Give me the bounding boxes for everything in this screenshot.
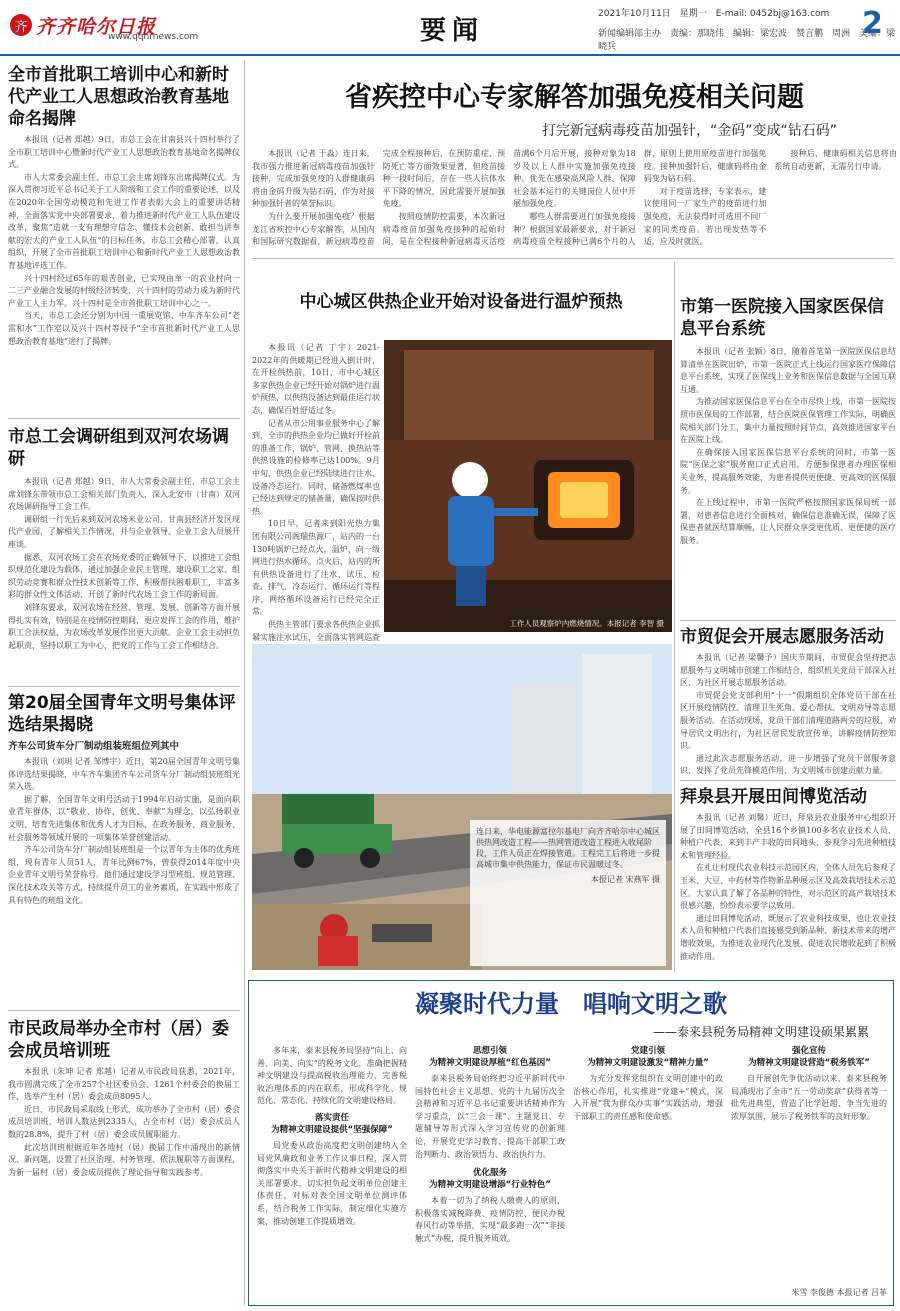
headline-trade[interactable]: 市贸促会开展志愿服务活动 [680,627,884,647]
paragraph: 供热主管部门要求各供热企业抓紧实施注水试压，全面落实管网巡查 [252,620,380,642]
pipe-caption-panel [470,820,666,966]
column-divider [674,262,675,972]
paragraph: 按照疫情防控需要，本次新冠病毒疫苗加强免疫接种的起始时间，是在全程接种新冠病毒灭活疫苗满6个月后开展，接种对象为18岁及以上人群中实施加强免疫接种。优先在感染高风险人群、保障社会基本运行的关键岗位人员中开展加强免疫。 [382,149,636,247]
pipe-photo[interactable] [252,644,672,970]
pipe-photo-credit: 本报记者 宋燕军 摄 [590,875,660,884]
paragraph: 本报讯（记者 郑越）9日，市人大常委会副主任、市总工会主席刘锋东带领市总工会相关部门负责人，深入北安市（甘南）双河农场调研指导工会工作。 [8,477,240,512]
paragraph: 对于疫苗选择，专家表示，建议使用同一厂家生产的疫苗进行加强免疫，无法获得时可选用不同厂家的同类疫苗。若出现发热等不适，应及时就医。 [643,186,767,247]
article-body-district [8,1066,240,1306]
paragraph: 在上线过程中，市第一医院严格按照国家医保局统一部署，对患者信息进行全面核对，确保信息准确无误，保障了医保患者就医结算顺畅，让人民群众享受更优质、更便捷的医疗服务。 [680,498,896,545]
paragraph: 自开展创先争优活动以来，泰来县税务局涌现出了全市“五一劳动奖章”获得者等一批先进典型，营造了比学赶超、争当先进的浓厚氛围，展示了税务铁军的良好形象。 [731,1074,887,1121]
article-body-trade [680,652,896,776]
divider [252,258,894,259]
section-heading: 思想引领 为精神文明建设厚植“红色基因” [429,1046,551,1068]
civilization-column-2 [415,1045,565,1301]
paragraph: 此次培训班根据近年各地村（居）换届工作中涌现出的新情况、新问题，设置了社区治理、村务管理、依法履职等方面课程，为新一届村（居）委会成员提供了理论指导和实践参考。 [8,1142,240,1177]
paragraph: 本着一切为了纳税人缴费人的原则，积极落实减税降费、疫情防控、便民办税春风行动等举措，实现“最多跑一次”“非接触式”办税，提升服务质效。 [415,1196,565,1243]
civilization-column-4 [731,1045,887,1285]
paragraph: 通过田间博览活动，既展示了农业科技成果，也让农业技术人员和种植户代表们直接感受到新品种、新技术带来的增产增收效果，为推进农业现代化发展、促进农民增收起到了积极推动作用。 [680,913,896,961]
divider [680,620,896,621]
pipe-photo-caption: 连日来，华电能源富拉尔基电厂向齐齐哈尔中心城区供热网改造工程——热网管道改造工程进入收尾阶段，工作人员正在焊接管道。工程完工后将进一步提高城市集中供热能力，保证市民温暖过冬。 [476,827,660,869]
subheadline-vaccine: 打完新冠病毒疫苗加强针，“金码”变成“钻石码” [541,123,837,139]
column-divider [244,60,245,1305]
paragraph: 局党委从政治高度把文明创建纳入全局党风廉政和业务工作议事日程，深入贯彻落实中央关于新时代精神文明建设的相关部署要求，切实担负起文明单位创建主体责任，对标对表全国文明单位测评体系，结合税务工作实际，制定细化实施方案，推动创建工作提质增效。 [257,1140,407,1226]
civilization-column-1 [257,1045,407,1301]
divider [8,418,240,419]
article-body-heating [252,342,380,642]
divider [680,780,896,781]
headline-vaccine[interactable]: 省疾控中心专家解答加强免疫相关问题 [345,82,804,113]
subheadline-civilization: ——泰来县税务局精神文明建设硕果累累 [652,1025,869,1039]
headline-union[interactable]: 市总工会调研组到双河农场调研 [8,427,229,469]
paragraph: 市人大常委会副主任、市总工会主席刘锋东出席揭牌仪式。为深入贯彻习近平总书记关于工人阶级和工会工作的重要论述，以及在2020年全国劳动模范和先进工作者表彰大会上的重要讲话精神，全面落实党中央部署要求，着力推进新时代产业工人队伍建设改革，聚焦“造就一支有理想守信念、懂技术会创新、敢担当讲奉献的宏大的产业工人队伍”的目标任务，市总工会精心部署，认真组织，开展了全市首批职工培训中心和新时代产业工人思想政治教育基地评选工作。 [8,172,240,270]
paragraph: 接种后，健康码相关信息将由系统自动更新，无需另行申请。 [774,149,897,171]
section-title: 要闻 [420,16,485,46]
subheadline-youth: 齐车公司货车分厂制动组装班组位列其中 [8,741,180,752]
paragraph: 调研组一行先后来到双河农场米业公司、甘南县经济开发区现代产业园，了解相关工作情况，并与企业领导、企业工会人员展开座谈。 [8,514,240,549]
paragraph: 在确保接入国家医保信息平台系统的同时，市第一医院“医保之家”服务窗口正式启用，方便参保患者办理医保相关业务，提高服务效能，为患者提供更便捷、更高效的医保服务。 [680,447,896,495]
paragraph: 刘锋东要求，双河农场在经营、管理、发展、创新等方面开展得扎实有效，特别是在疫情防控期间，更应发挥工会的作用，维护职工合法权益，为农场改革发展作出更大贡献。企业工会主动担负起职责，坚持以职工为中心，把党的工作与工会工作相结合。 [8,602,240,650]
headline-heating[interactable]: 中心城区供热企业开始对设备进行温炉预热 [299,292,623,312]
section-heading: 落实责任 为精神文明建设提供“坚强保障” [271,1112,393,1135]
paragraph: 为充分发挥党组织在文明创建中的政治核心作用，扎实推进“党建+”模式，深入开展“我为群众办实事”实践活动，增强干部职工的责任感和使命感。 [573,1074,723,1121]
paragraph: 泰来县税务局始终把习近平新时代中国特色社会主义思想、党的十九届历次全会精神和习近平总书记重要讲话精神作为学习重点，以“三会一课”、主题党日、专题辅导等形式深入学习宣传党的创新理论，开展党史学习教育，提高干部职工政治判断力、政治领悟力、政治执行力。 [415,1074,565,1159]
logo-seal-icon: 齐 [10,14,32,36]
section-heading: 强化宣传 为精神文明建设营造“税务铁军” [748,1046,870,1068]
headline-civilization[interactable]: 凝聚时代力量 唱响文明之歌 [415,990,727,1018]
paragraph: 本报讯（记者 于淼）连日来，我市强力推进新冠病毒疫苗加强针接种，完成加强免疫的人群健康码将由金码升级为钻石码，作为对接种加强针者的荣誉标识。 [252,149,375,209]
article-body-hospital [680,346,896,616]
editors-line: 新闻编辑部主办 责编：那晓伟 编辑：梁宏波 赞言鹏 周洲 美编：梁晓兵 [598,29,896,52]
civilization-feature-box [248,980,894,1306]
paper-name: 齐齐哈尔日报 [36,15,157,38]
paragraph: 据了解，全国青年文明号活动于1994年启动实施，是面向职业青年群体，以“敬业、协作、创优、奉献”为理念，以弘扬职业文明、培育先进集体和优秀人才为目标，在政务服务、商业服务、社会服务等领域开展的一项集体荣誉创建活动。 [8,794,240,842]
furnace-photo[interactable] [384,340,672,632]
paragraph: 本报讯（记者 丁宇）2021-2022年的供暖期已经进入倒计时，在开栓供热前，10日，市中心城区多家供热企业已经开始对锅炉进行温炉预热，以供热设备达到最佳运行状态，确保百姓舒适过冬。 [252,343,380,415]
article-body-youth [8,756,240,1008]
paragraph: 本报讯（记者 梁馨予）国庆节期间，市贸促会坚持把志愿服务与文明城市创建工作相结合，组织机关党员干部深入社区，为社区开展志愿服务活动。 [680,653,896,688]
paragraph: 为什么要开展加强免疫？根据龙江省疾控中心专家解答，从国内和国际研究数据看，新冠病毒疫苗完成全程接种后，在预防重症、预防死亡等方面效果显著，但疫苗接种一段时间后，存在一些人抗体水平下降的情况，因此需要开展加强免疫。 [252,149,506,247]
headline-youth[interactable]: 第20届全国青年文明号集体评选结果揭晓 [8,693,236,735]
paragraph: 本报讯（记者 张颖）8日，随着首笔第一医院医保信息结算清单在医院出炉，市第一医院正式上线运行国家医疗保障信息平台系统，实现了医保线上业务和医保信息数据与全国互联互通。 [680,347,896,394]
civilization-byline: 米雪 李俊德 本报记者 吕菲 [791,1288,887,1297]
headline-hospital[interactable]: 市第一医院接入国家医保信息平台系统 [680,297,884,339]
website-url[interactable]: www.qqhrnews.com [108,32,199,42]
article-body-vaccine [252,148,897,252]
civilization-column-3 [573,1045,723,1301]
paragraph: 本报讯（刘玥 记者 邹博宇）近日，第20届全国青年文明号集体评选结果揭晓，中车齐车集团齐车公司货车分厂制动组装班组光荣入选。 [8,757,240,792]
paragraph: 本报讯（记者 刘馨）近日，拜泉县农业服务中心组织开展了田间博览活动，全县16个乡镇100多名农业技术人员、种植户代表，来到丰产丰收的田间地头，参观学习先进种植技术和管理经验。 [680,813,896,860]
furnace-illustration [384,340,672,632]
page-number: 2 [862,6,883,41]
paragraph: 记者从市公用事业服务中心了解到，全市的供热企业均已做好开栓前的准备工作，锅炉、管网、换热站等供热设施的检修率已达100%。9月中旬，供热企业已经陆续进行注水、设备冷态运行。同时，储备燃煤率也已经达到规定的储备量，确保按时供热。 [252,418,380,516]
paragraph: 据悉，双河农场工会在农场党委的正确领导下，以推进工会组织规范化建设为载体，通过加强企业民主管理、建设职工之家、组织劳动竞赛和群众性技术创新等工作，积极帮扶困难职工，丰富多彩的群众性文体活动，开创了新时代农场工会工作的新局面。 [8,552,240,600]
date-line: 2021年10月11日 星期一 E-mail: 0452bj@163.com [598,9,830,19]
headline-training[interactable]: 全市首批职工培训中心和新时代产业工人思想政治教育基地命名揭牌 [8,65,229,129]
paragraph: 10日早，记者来到阳光热力集团有限公司阁瑞热源厂，站内的一台130吨锅炉已经点火，温炉，向一级网进行热水循环。点火后，站内的所有供热设备进行了注水、试压、检查、排气、冷态运行、循环运行等程序，网络循环设备运行已经完全正常。 [252,519,380,617]
paragraph: 哪些人群需要进行加强免疫接种？根据国家最新要求，对于新冠病毒疫苗全程接种已满6个月的人群，原则上使用原疫苗进行加强免疫。接种加强针后，健康码将由金码变为钻石码。 [513,149,767,247]
paragraph: 齐车公司货车分厂制动组装班组是一个以青年为主体的优秀班组，现有青年人员51人，青年比例67%，曾获得2014年度中央企业青年文明号荣誉称号。他们通过建设学习型班组、规范管理、深化技术攻关等方式，持续提升员工的业务素质，在实践中形成了具有特色的班组文化。 [8,845,240,905]
section-heading: 优化服务 为精神文明建设增添“行业特色” [429,1168,551,1191]
paragraph: 近日，市民政局采取线上形式，成功举办了全市村（居）委会成员培训班，培训人数达到2335人，占全市村（居）委会成员人数的28.8%，提升了村（居）委会成员履职能力。 [8,1104,240,1139]
paragraph: 当天，市总工会还分别为中国一重展览馆、中车齐车公司“老雷和水”工作室以及兴十四村等授予“全市首批新时代产业工人思想政治教育基地”进行了揭牌。 [8,311,240,346]
paragraph: 通过此次志愿服务活动，进一步增强了党员干部服务意识，发挥了党员先锋模范作用，为文明城市创建贡献力量。 [680,753,896,776]
section-heading: 党建引领 为精神文明建设激发“精神力量” [587,1046,709,1068]
masthead [0,0,900,56]
furnace-photo-caption: 工作人员观察炉内燃烧情况。本报记者 李智 摄 [509,619,664,628]
divider [8,686,240,687]
paragraph: 本报讯（记者 郑越）9日，市总工会在甘南县兴十四村举行了全市职工培训中心暨新时代产业工人思想政治教育基地命名揭牌仪式。 [8,135,240,170]
paragraph: 市贸促会党支部利用“十一”假期组织全体党员干部在社区开展疫情防控、清理卫生死角、爱心帮扶、文明劝导等志愿服务活动。在活动现场，党员干部们清理道路两旁的垃圾，劝导居民文明出行，为社区居民发放宣传单，讲解疫情防控知识。 [680,690,896,751]
paragraph: 兴十四村经过65年的艰苦创业，已实现由单一的农业村向一二三产业融合发展的村级经济转变，兴十四村的劳动力成为新时代产业工人主力军。兴十四村是全市首批职工培训中心之一。 [8,273,240,308]
headline-district[interactable]: 市民政局举办全市村（居）委会成员培训班 [8,1019,229,1061]
paragraph: 本报讯（朱坤 记者 郑越）记者从市民政局获悉，2021年，我市圆满完成了全市257个社区委员会、1261个村委会的换届工作，选举产生村（居）委会成员8095人。 [8,1067,240,1102]
headline-baiquan[interactable]: 拜泉县开展田间博览活动 [680,787,867,807]
paragraph: 为推动国家医保信息平台在全市尽快上线，市第一医院按照市医保局的工作部署，结合医院医保管理工作实际，明确医院相关部门分工，集中力量按照时间节点，高效推进国家平台在医院上线。 [680,397,896,445]
divider [8,1010,240,1011]
article-body-union [8,476,240,682]
paragraph: 多年来，泰来县税务局坚持“向上、向善、向美、向实”的税务文化，准确把握精神文明建设与提高税收治理能力、完善税收治理体系的内在联系，形成科学化、规范化、常态化、持续化的文明建设格局。 [257,1046,407,1106]
article-body-baiquan [680,812,896,972]
paragraph: 在礼让村现代农业科技示范园区内，全体人员先后参观了玉米、大豆、中药材等作物新品种展示区及高效栽培技术示范区。大家认真了解了各品种的特性，对示范区的高产栽培技术很感兴趣，纷纷表示要学以致用。 [680,863,896,911]
article-body-training [8,134,240,414]
